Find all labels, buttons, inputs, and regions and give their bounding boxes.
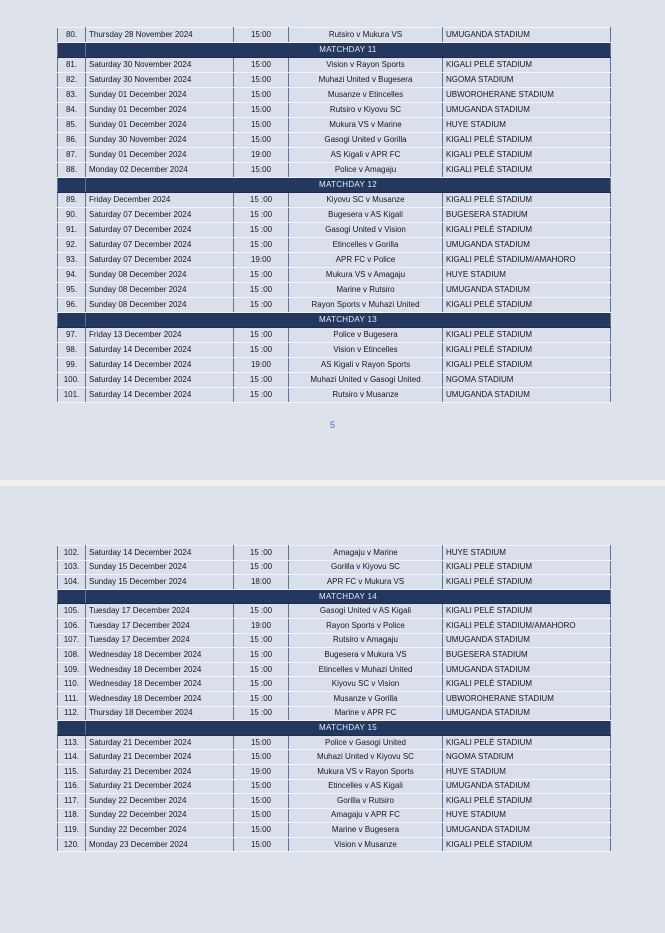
fixture-venue: NGOMA STADIUM (443, 373, 611, 388)
fixture-time: 15 :00 (234, 208, 289, 223)
fixture-time: 15 :00 (234, 328, 289, 343)
fixture-venue: HUYE STADIUM (443, 546, 611, 561)
fixture-venue: KIGALI PELÉ STADIUM (443, 794, 611, 809)
fixture-number: 91. (58, 223, 86, 238)
fixture-venue: KIGALI PELÉ STADIUM (443, 575, 611, 590)
fixture-date: Saturday 14 December 2024 (86, 343, 234, 358)
matchday-number-cell (58, 589, 86, 604)
fixture-time: 15 :00 (234, 633, 289, 648)
fixture-time: 15:00 (234, 750, 289, 765)
fixture-venue: KIGALI PELÉ STADIUM (443, 560, 611, 575)
fixture-date: Saturday 07 December 2024 (86, 223, 234, 238)
fixture-time: 15:00 (234, 837, 289, 852)
fixture-venue: UMUGANDA STADIUM (443, 28, 611, 43)
fixture-date: Saturday 14 December 2024 (86, 546, 234, 561)
fixture-time: 15 :00 (234, 691, 289, 706)
fixture-teams: Etincelles v Gorilla (289, 238, 443, 253)
fixture-time: 15:00 (234, 735, 289, 750)
fixture-row (58, 823, 611, 838)
fixture-number: 117. (58, 794, 86, 809)
fixture-row (58, 253, 611, 268)
fixture-number: 101. (58, 388, 86, 403)
fixture-date: Monday 02 December 2024 (86, 163, 234, 178)
fixture-date: Sunday 22 December 2024 (86, 823, 234, 838)
fixture-time: 15:00 (234, 133, 289, 148)
fixture-date: Wednesday 18 December 2024 (86, 677, 234, 692)
fixture-time: 15:00 (234, 823, 289, 838)
fixture-date: Saturday 14 December 2024 (86, 358, 234, 373)
fixture-row (58, 808, 611, 823)
fixture-row (58, 750, 611, 765)
fixture-row (58, 118, 611, 133)
fixture-row (58, 343, 611, 358)
fixture-time: 15:00 (234, 58, 289, 73)
fixture-date: Saturday 14 December 2024 (86, 388, 234, 403)
fixture-number: 116. (58, 779, 86, 794)
fixture-date: Sunday 01 December 2024 (86, 88, 234, 103)
fixture-time: 15 :00 (234, 283, 289, 298)
fixture-time: 15:00 (234, 794, 289, 809)
fixture-row (58, 677, 611, 692)
fixture-date: Monday 23 December 2024 (86, 837, 234, 852)
fixture-teams: Marine v APR FC (289, 706, 443, 721)
fixture-time: 19:00 (234, 764, 289, 779)
fixture-teams: Police v Amagaju (289, 163, 443, 178)
fixture-teams: Rayon Sports v Muhazi United (289, 298, 443, 313)
fixture-venue: KIGALI PELÉ STADIUM (443, 343, 611, 358)
fixture-venue: KIGALI PELÉ STADIUM (443, 133, 611, 148)
fixture-teams: Kiyovu SC v Musanze (289, 193, 443, 208)
fixture-time: 15 :00 (234, 662, 289, 677)
fixture-teams: Bugesera v Mukura VS (289, 648, 443, 663)
fixture-teams: Marine v Bugesera (289, 823, 443, 838)
fixture-time: 19:00 (234, 358, 289, 373)
fixture-number: 106. (58, 618, 86, 633)
fixtures-table-page-5 (57, 27, 611, 403)
fixture-date: Saturday 07 December 2024 (86, 253, 234, 268)
matchday-header-row (58, 313, 611, 328)
fixture-teams: Rutsiro v Musanze (289, 388, 443, 403)
matchday-label: MATCHDAY 11 (86, 43, 611, 58)
document-page-6 (0, 486, 665, 933)
fixture-date: Saturday 14 December 2024 (86, 373, 234, 388)
fixture-date: Saturday 07 December 2024 (86, 208, 234, 223)
fixture-row (58, 648, 611, 663)
fixture-teams: Vision v Rayon Sports (289, 58, 443, 73)
fixture-time: 15:00 (234, 73, 289, 88)
fixture-row (58, 373, 611, 388)
fixture-number: 93. (58, 253, 86, 268)
fixture-time: 15 :00 (234, 268, 289, 283)
fixture-time: 15 :00 (234, 648, 289, 663)
fixture-venue: UMUGANDA STADIUM (443, 706, 611, 721)
fixture-venue: UMUGANDA STADIUM (443, 283, 611, 298)
fixture-date: Tuesday 17 December 2024 (86, 618, 234, 633)
fixture-number: 83. (58, 88, 86, 103)
fixture-teams: Mukura VS v Marine (289, 118, 443, 133)
fixture-time: 15 :00 (234, 373, 289, 388)
fixture-venue: KIGALI PELÉ STADIUM (443, 148, 611, 163)
fixture-date: Tuesday 17 December 2024 (86, 633, 234, 648)
matchday-header-row (58, 721, 611, 736)
fixture-time: 15:00 (234, 103, 289, 118)
fixture-time: 15:00 (234, 808, 289, 823)
fixture-date: Friday December 2024 (86, 193, 234, 208)
fixture-row (58, 148, 611, 163)
fixture-teams: Musanze v Gorilla (289, 691, 443, 706)
fixture-teams: Amagaju v Marine (289, 546, 443, 561)
fixture-teams: Gorilla v Kiyovu SC (289, 560, 443, 575)
fixture-time: 15:00 (234, 163, 289, 178)
fixture-venue: KIGALI PELÉ STADIUM (443, 193, 611, 208)
fixture-row (58, 238, 611, 253)
fixture-number: 113. (58, 735, 86, 750)
fixture-venue: NGOMA STADIUM (443, 73, 611, 88)
fixture-time: 15 :00 (234, 560, 289, 575)
fixture-date: Sunday 30 November 2024 (86, 133, 234, 148)
fixture-row (58, 691, 611, 706)
fixture-venue: KIGALI PELÉ STADIUM (443, 837, 611, 852)
fixture-date: Sunday 01 December 2024 (86, 103, 234, 118)
fixture-date: Saturday 30 November 2024 (86, 58, 234, 73)
fixture-time: 19:00 (234, 148, 289, 163)
fixture-row (58, 706, 611, 721)
fixture-teams: Mukura VS v Rayon Sports (289, 764, 443, 779)
fixture-row (58, 794, 611, 809)
fixture-time: 15 :00 (234, 223, 289, 238)
fixture-teams: Gorilla v Rutsiro (289, 794, 443, 809)
fixture-date: Thursday 28 November 2024 (86, 28, 234, 43)
matchday-label: MATCHDAY 15 (86, 721, 611, 736)
matchday-label: MATCHDAY 13 (86, 313, 611, 328)
fixture-venue: KIGALI PELÉ STADIUM (443, 328, 611, 343)
fixture-date: Sunday 15 December 2024 (86, 575, 234, 590)
fixture-row (58, 837, 611, 852)
fixture-row (58, 88, 611, 103)
fixture-time: 15 :00 (234, 604, 289, 619)
fixture-venue: HUYE STADIUM (443, 808, 611, 823)
fixture-number: 115. (58, 764, 86, 779)
fixture-date: Saturday 21 December 2024 (86, 764, 234, 779)
matchday-number-cell (58, 43, 86, 58)
fixture-number: 120. (58, 837, 86, 852)
fixture-teams: Rutsiro v Mukura VS (289, 28, 443, 43)
matchday-header-row (58, 178, 611, 193)
fixture-venue: UBWOROHERANE STADIUM (443, 88, 611, 103)
fixture-number: 112. (58, 706, 86, 721)
fixture-venue: KIGALI PELÉ STADIUM (443, 163, 611, 178)
fixture-teams: Muhazi United v Gasogi United (289, 373, 443, 388)
fixture-number: 80. (58, 28, 86, 43)
fixture-row (58, 633, 611, 648)
fixture-row (58, 575, 611, 590)
fixture-teams: Vision v Musanze (289, 837, 443, 852)
fixture-number: 105. (58, 604, 86, 619)
fixture-number: 90. (58, 208, 86, 223)
fixture-venue: BUGESERA STADIUM (443, 648, 611, 663)
fixture-number: 86. (58, 133, 86, 148)
fixture-teams: Musanze v Etincelles (289, 88, 443, 103)
fixture-venue: UMUGANDA STADIUM (443, 823, 611, 838)
fixture-row (58, 58, 611, 73)
fixture-venue: HUYE STADIUM (443, 118, 611, 133)
fixture-time: 15 :00 (234, 677, 289, 692)
fixture-number: 95. (58, 283, 86, 298)
fixture-time: 15 :00 (234, 238, 289, 253)
fixture-teams: Rutsiro v Kiyovu SC (289, 103, 443, 118)
fixture-teams: Muhazi United v Kiyovu SC (289, 750, 443, 765)
fixture-venue: NGOMA STADIUM (443, 750, 611, 765)
fixture-number: 118. (58, 808, 86, 823)
fixture-venue: KIGALI PELÉ STADIUM/AMAHORO (443, 618, 611, 633)
fixture-number: 84. (58, 103, 86, 118)
fixture-row (58, 662, 611, 677)
fixture-time: 15 :00 (234, 388, 289, 403)
fixture-date: Saturday 07 December 2024 (86, 238, 234, 253)
fixture-time: 18:00 (234, 575, 289, 590)
fixture-venue: UMUGANDA STADIUM (443, 388, 611, 403)
fixture-number: 102. (58, 546, 86, 561)
fixture-teams: Muhazi United v Bugesera (289, 73, 443, 88)
fixture-venue: UMUGANDA STADIUM (443, 779, 611, 794)
fixture-date: Saturday 21 December 2024 (86, 750, 234, 765)
fixture-row (58, 560, 611, 575)
fixture-number: 119. (58, 823, 86, 838)
fixture-teams: Etincelles v AS Kigali (289, 779, 443, 794)
fixture-time: 15 :00 (234, 546, 289, 561)
matchday-number-cell (58, 313, 86, 328)
fixture-date: Wednesday 18 December 2024 (86, 691, 234, 706)
fixture-row (58, 28, 611, 43)
fixture-teams: Gasogi United v Vision (289, 223, 443, 238)
fixture-venue: KIGALI PELÉ STADIUM (443, 358, 611, 373)
fixture-time: 15 :00 (234, 193, 289, 208)
fixture-time: 15 :00 (234, 298, 289, 313)
fixture-teams: AS Kigali v APR FC (289, 148, 443, 163)
matchday-number-cell (58, 178, 86, 193)
fixture-date: Saturday 30 November 2024 (86, 73, 234, 88)
fixture-row (58, 73, 611, 88)
fixture-date: Tuesday 17 December 2024 (86, 604, 234, 619)
fixture-number: 99. (58, 358, 86, 373)
fixture-venue: HUYE STADIUM (443, 268, 611, 283)
fixture-time: 19:00 (234, 253, 289, 268)
fixture-row (58, 223, 611, 238)
fixture-row (58, 779, 611, 794)
fixture-row (58, 735, 611, 750)
fixture-teams: Etincelles v Muhazi United (289, 662, 443, 677)
fixture-number: 103. (58, 560, 86, 575)
fixture-number: 81. (58, 58, 86, 73)
fixture-teams: Rutsiro v Amagaju (289, 633, 443, 648)
fixture-date: Saturday 21 December 2024 (86, 735, 234, 750)
fixture-venue: KIGALI PELÉ STADIUM (443, 223, 611, 238)
fixture-teams: Vision v Etincelles (289, 343, 443, 358)
fixture-number: 97. (58, 328, 86, 343)
fixture-teams: AS Kigali v Rayon Sports (289, 358, 443, 373)
fixture-row (58, 208, 611, 223)
page-number: 5 (329, 420, 335, 430)
fixture-teams: Bugesera v AS Kigali (289, 208, 443, 223)
fixture-date: Sunday 22 December 2024 (86, 808, 234, 823)
fixture-date: Friday 13 December 2024 (86, 328, 234, 343)
fixture-number: 89. (58, 193, 86, 208)
fixture-number: 108. (58, 648, 86, 663)
fixture-teams: Amagaju v APR FC (289, 808, 443, 823)
fixture-number: 92. (58, 238, 86, 253)
fixture-row (58, 328, 611, 343)
fixture-row (58, 193, 611, 208)
fixture-number: 109. (58, 662, 86, 677)
fixture-venue: HUYE STADIUM (443, 764, 611, 779)
fixture-venue: KIGALI PELÉ STADIUM (443, 604, 611, 619)
fixture-date: Saturday 21 December 2024 (86, 779, 234, 794)
fixtures-table-page-6 (57, 545, 611, 852)
fixture-date: Sunday 01 December 2024 (86, 118, 234, 133)
fixture-time: 15:00 (234, 88, 289, 103)
fixture-row (58, 604, 611, 619)
fixture-teams: Gasogi United v Gorilla (289, 133, 443, 148)
fixture-teams: APR FC v Mukura VS (289, 575, 443, 590)
fixture-time: 15:00 (234, 28, 289, 43)
fixture-row (58, 358, 611, 373)
fixture-number: 111. (58, 691, 86, 706)
fixture-number: 107. (58, 633, 86, 648)
fixture-time: 15 :00 (234, 706, 289, 721)
fixture-time: 19:00 (234, 618, 289, 633)
fixture-number: 100. (58, 373, 86, 388)
fixture-date: Sunday 08 December 2024 (86, 268, 234, 283)
fixture-number: 82. (58, 73, 86, 88)
fixture-number: 87. (58, 148, 86, 163)
fixture-date: Sunday 08 December 2024 (86, 298, 234, 313)
fixture-number: 110. (58, 677, 86, 692)
fixture-date: Sunday 08 December 2024 (86, 283, 234, 298)
fixture-number: 98. (58, 343, 86, 358)
fixture-venue: UBWOROHERANE STADIUM (443, 691, 611, 706)
fixture-row (58, 388, 611, 403)
matchday-label: MATCHDAY 12 (86, 178, 611, 193)
fixture-venue: UMUGANDA STADIUM (443, 103, 611, 118)
fixture-venue: KIGALI PELÉ STADIUM (443, 58, 611, 73)
fixture-row (58, 298, 611, 313)
fixture-row (58, 618, 611, 633)
matchday-header-row (58, 589, 611, 604)
fixture-date: Sunday 15 December 2024 (86, 560, 234, 575)
fixture-number: 114. (58, 750, 86, 765)
fixture-teams: Rayon Sports v Police (289, 618, 443, 633)
fixture-venue: KIGALI PELÉ STADIUM (443, 735, 611, 750)
fixture-time: 15:00 (234, 779, 289, 794)
fixture-row (58, 133, 611, 148)
fixture-teams: Marine v Rutsiro (289, 283, 443, 298)
fixture-venue: KIGALI PELÉ STADIUM (443, 677, 611, 692)
fixture-date: Sunday 22 December 2024 (86, 794, 234, 809)
fixture-venue: KIGALI PELÉ STADIUM/AMAHORO (443, 253, 611, 268)
fixture-venue: KIGALI PELÉ STADIUM (443, 298, 611, 313)
fixture-venue: UMUGANDA STADIUM (443, 633, 611, 648)
fixture-teams: Mukura VS v Amagaju (289, 268, 443, 283)
fixture-date: Wednesday 18 December 2024 (86, 662, 234, 677)
fixture-teams: Gasogi United v AS Kigali (289, 604, 443, 619)
fixture-venue: UMUGANDA STADIUM (443, 662, 611, 677)
fixture-venue: BUGESERA STADIUM (443, 208, 611, 223)
fixture-number: 94. (58, 268, 86, 283)
fixture-time: 15 :00 (234, 343, 289, 358)
matchday-header-row (58, 43, 611, 58)
fixture-teams: Police v Gasogi United (289, 735, 443, 750)
fixture-row (58, 103, 611, 118)
fixture-date: Sunday 01 December 2024 (86, 148, 234, 163)
fixture-date: Thursday 18 December 2024 (86, 706, 234, 721)
fixture-number: 85. (58, 118, 86, 133)
matchday-label: MATCHDAY 14 (86, 589, 611, 604)
fixture-row (58, 283, 611, 298)
fixture-date: Wednesday 18 December 2024 (86, 648, 234, 663)
fixture-number: 88. (58, 163, 86, 178)
fixture-row (58, 546, 611, 561)
fixture-venue: UMUGANDA STADIUM (443, 238, 611, 253)
fixture-number: 104. (58, 575, 86, 590)
matchday-number-cell (58, 721, 86, 736)
fixture-row (58, 764, 611, 779)
fixture-row (58, 268, 611, 283)
fixture-teams: Kiyovu SC v Vision (289, 677, 443, 692)
fixture-teams: Police v Bugesera (289, 328, 443, 343)
fixture-time: 15:00 (234, 118, 289, 133)
fixture-row (58, 163, 611, 178)
fixture-number: 96. (58, 298, 86, 313)
fixture-teams: APR FC v Police (289, 253, 443, 268)
